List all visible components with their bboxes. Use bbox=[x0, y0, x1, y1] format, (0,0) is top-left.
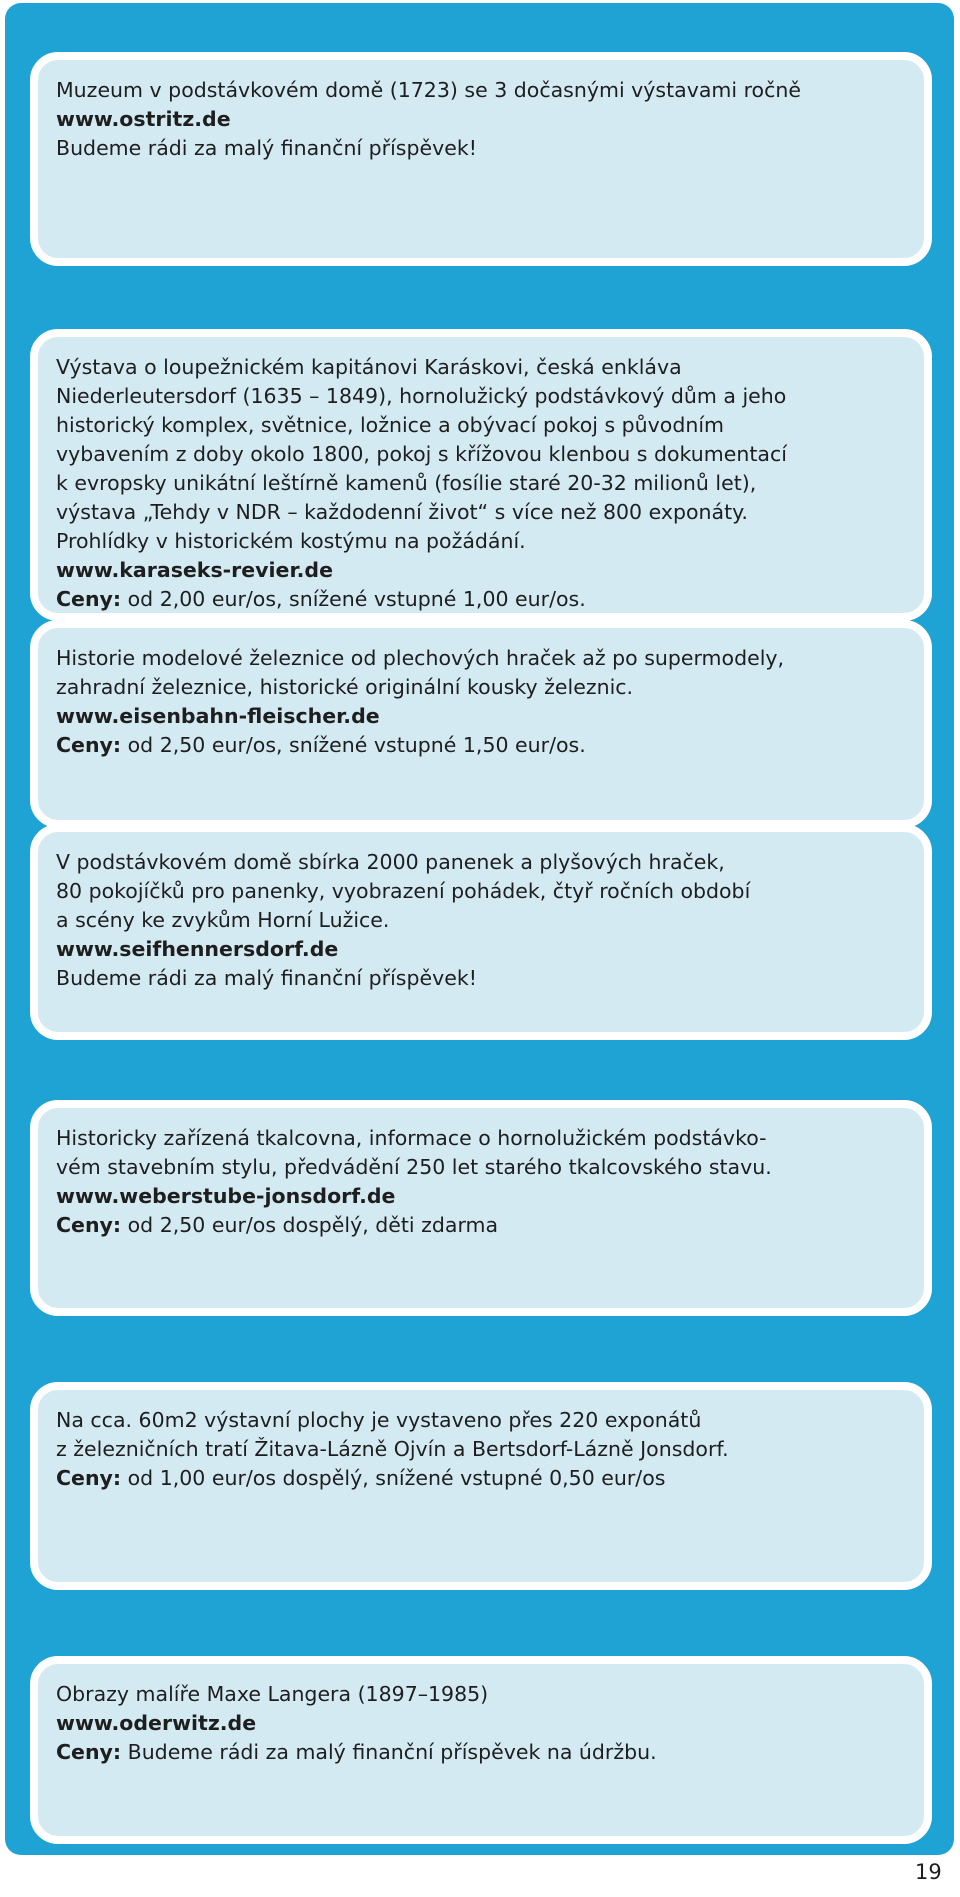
card-price bbox=[56, 731, 906, 760]
card-text-line: historický komplex, světnice, ložnice a obývací pokoj s původním bbox=[56, 413, 725, 437]
card-text-line: Niederleutersdorf (1635 – 1849), hornolužický podstávkový dům a jeho bbox=[56, 384, 787, 408]
card-text-line: Obrazy malíře Maxe Langera (1897–1985) bbox=[56, 1682, 489, 1706]
card-price: Budeme rádi za malý finanční příspěvek! bbox=[56, 136, 477, 160]
card-text-line: z železničních tratí Žitava-Lázně Ojvín a Bertsdorf-Lázně Jonsdorf. bbox=[56, 1437, 729, 1461]
card-web-link[interactable]: www.oderwitz.de bbox=[56, 1711, 257, 1735]
card-text-line: V podstávkovém domě sbírka 2000 panenek a plyšových hraček, bbox=[56, 850, 725, 874]
card-price bbox=[56, 1738, 906, 1767]
card-text-line: výstava „Tehdy v NDR – každodenní život“ s více než 800 exponáty. bbox=[56, 500, 748, 524]
info-card-railway-exhibition bbox=[30, 1382, 932, 1590]
info-card-ostritz bbox=[30, 52, 932, 266]
price-value: od 1,00 eur/os dospělý, snížené vstupné 0,50 eur/os bbox=[121, 1466, 666, 1490]
card-price bbox=[56, 1211, 906, 1240]
info-card-eisenbahn-fleischer bbox=[30, 620, 932, 828]
card-text-line: k evropsky unikátní leštírně kamenů (fosílie staré 20-32 milionů let), bbox=[56, 471, 757, 495]
card-web-link[interactable]: www.karaseks-revier.de bbox=[56, 558, 334, 582]
card-web-link[interactable]: www.eisenbahn-fleischer.de bbox=[56, 704, 380, 728]
card-text-line: Historicky zařízená tkalcovna, informace o hornolužickém podstávko- bbox=[56, 1126, 767, 1150]
price-label: Ceny: bbox=[56, 733, 122, 757]
card-text-line: zahradní železnice, historické originální kousky železnic. bbox=[56, 675, 634, 699]
price-value: Budeme rádi za malý finanční příspěvek na údržbu. bbox=[121, 1740, 657, 1764]
card-price bbox=[56, 585, 906, 614]
page-number: 19 bbox=[915, 1860, 942, 1884]
info-card-karaseks-revier bbox=[30, 329, 932, 621]
price-label: Ceny: bbox=[56, 1740, 122, 1764]
price-value: od 2,50 eur/os dospělý, děti zdarma bbox=[121, 1213, 499, 1237]
card-text-line: Na cca. 60m2 výstavní plochy je vystaveno přes 220 exponátů bbox=[56, 1408, 702, 1432]
price-value: od 2,50 eur/os, snížené vstupné 1,50 eur/os. bbox=[121, 733, 586, 757]
card-text-line: Muzeum v podstávkovém domě (1723) se 3 dočasnými výstavami ročně bbox=[56, 78, 801, 102]
price-label: Ceny: bbox=[56, 1466, 122, 1490]
card-text-line: Prohlídky v historickém kostýmu na požádání. bbox=[56, 529, 526, 553]
card-text-line: a scény ke zvykům Horní Lužice. bbox=[56, 908, 390, 932]
card-text-line: vybavením z doby okolo 1800, pokoj s křížovou klenbou s dokumentací bbox=[56, 442, 787, 466]
price-label: Ceny: bbox=[56, 1213, 122, 1237]
card-web-link[interactable]: www.ostritz.de bbox=[56, 107, 231, 131]
card-text-line: vém stavebním stylu, předvádění 250 let starého tkalcovského stavu. bbox=[56, 1155, 772, 1179]
info-card-oderwitz bbox=[30, 1656, 932, 1844]
card-web-link[interactable]: www.weberstube-jonsdorf.de bbox=[56, 1184, 396, 1208]
card-text-line: Historie modelové železnice od plechových hraček až po supermodely, bbox=[56, 646, 785, 670]
info-card-seifhennersdorf bbox=[30, 824, 932, 1040]
card-text-line: 80 pokojíčků pro panenky, vyobrazení pohádek, čtyř ročních období bbox=[56, 879, 751, 903]
price-value: od 2,00 eur/os, snížené vstupné 1,00 eur/os. bbox=[121, 587, 586, 611]
card-web-link[interactable]: www.seifhennersdorf.de bbox=[56, 937, 339, 961]
card-price bbox=[56, 1464, 906, 1493]
price-label: Ceny: bbox=[56, 587, 122, 611]
card-price: Budeme rádi za malý finanční příspěvek! bbox=[56, 966, 477, 990]
card-text-line: Výstava o loupežnickém kapitánovi Karáskovi, česká enkláva bbox=[56, 355, 682, 379]
info-card-weberstube-jonsdorf bbox=[30, 1100, 932, 1316]
